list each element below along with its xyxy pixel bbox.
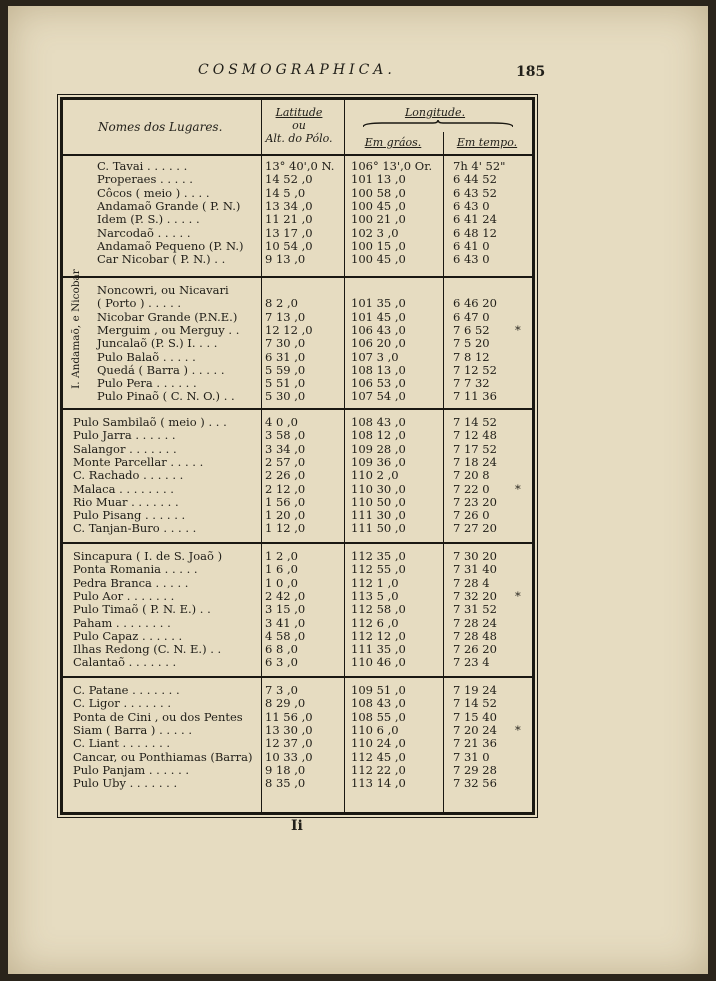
longitude-time-cell: 6 46 20 — [453, 296, 497, 311]
place-name: Paham . . . . . . . . — [73, 615, 171, 630]
latitude-cell: 12 37 ,0 — [265, 736, 313, 751]
longitude-degrees-cell: 112 6 ,0 — [351, 615, 399, 630]
longitude-time-cell: 7 11 36 — [453, 389, 497, 404]
latitude-cell: 13° 40',0 N. — [265, 159, 335, 173]
place-name: Juncalaõ (P. S.) I. . . . — [97, 336, 218, 351]
table-row — [63, 187, 532, 200]
longitude-degrees-cell: 109 51 ,0 — [351, 683, 406, 697]
table-row — [63, 337, 532, 350]
longitude-degrees-cell: 106 20 ,0 — [351, 336, 406, 351]
longitude-time-cell: 7 28 48 — [453, 628, 497, 643]
place-name: Pulo Sambilaõ ( meio ) . . . — [73, 415, 227, 429]
longitude-degrees-cell: 100 21 ,0 — [351, 212, 406, 227]
table-row — [63, 200, 532, 213]
header-latitude — [256, 106, 342, 145]
header-degrees: Em gráos. — [364, 136, 422, 149]
table-row — [63, 213, 532, 226]
table-group — [63, 678, 532, 816]
latitude-cell: 7 3 ,0 — [265, 683, 298, 697]
longitude-time-cell: 6 41 0 — [453, 238, 490, 253]
place-name: C. Liant . . . . . . . — [73, 736, 171, 751]
place-name: Narcodaõ . . . . . — [97, 225, 191, 240]
longitude-time-cell: 7 6 52 — [453, 322, 490, 337]
place-name: Rio Muar . . . . . . . — [73, 494, 179, 509]
place-name: C. Ligor . . . . . . . — [73, 696, 171, 711]
latitude-cell: 2 12 ,0 — [265, 481, 306, 496]
coordinates-table — [60, 97, 535, 815]
latitude-cell: 3 34 ,0 — [265, 441, 306, 456]
longitude-time-cell: 7 17 52 — [453, 441, 497, 456]
table-row — [63, 684, 532, 697]
table-row — [63, 617, 532, 630]
longitude-time-cell: 6 43 0 — [453, 252, 490, 267]
longitude-time-cell: 7 28 24 — [453, 615, 497, 630]
place-name: Pulo Capaz . . . . . . — [73, 628, 183, 643]
longitude-time-cell: 7 29 28 — [453, 762, 497, 777]
longitude-time-cell: 7 7 32 — [453, 376, 490, 391]
latitude-cell: 1 2 ,0 — [265, 549, 298, 563]
longitude-degrees-cell: 108 12 ,0 — [351, 428, 406, 443]
latitude-cell: 9 13 ,0 — [265, 252, 306, 267]
place-name: C. Patane . . . . . . . — [73, 683, 180, 697]
latitude-cell: 4 58 ,0 — [265, 628, 306, 643]
latitude-cell: 7 30 ,0 — [265, 336, 306, 351]
table-row — [63, 643, 532, 656]
latitude-cell: 6 3 ,0 — [265, 655, 298, 670]
table-row — [63, 297, 532, 310]
page-number: 185 — [516, 64, 546, 80]
longitude-degrees-cell: 112 22 ,0 — [351, 762, 406, 777]
longitude-degrees-cell: 106 53 ,0 — [351, 376, 406, 391]
table-row — [63, 253, 532, 266]
longitude-time-cell: 7 26 0 — [453, 508, 490, 523]
header-latitude-line1: Latitude — [275, 106, 323, 119]
table-group — [63, 278, 532, 410]
table-row — [63, 160, 532, 173]
longitude-degrees-cell: 110 30 ,0 — [351, 481, 406, 496]
longitude-time-cell: 7 8 12 — [453, 349, 490, 364]
longitude-time-cell: 7 31 0 — [453, 749, 490, 764]
running-head: COSMOGRAPHICA. — [198, 62, 396, 78]
longitude-degrees-cell: 107 54 ,0 — [351, 389, 406, 404]
latitude-cell: 14 52 ,0 — [265, 172, 313, 187]
place-name: ( Porto ) . . . . . — [97, 296, 182, 311]
latitude-cell: 6 31 ,0 — [265, 349, 306, 364]
table-row — [63, 656, 532, 669]
header-longitude: Longitude. — [404, 106, 466, 119]
longitude-time-cell: 6 43 0 — [453, 198, 490, 213]
longitude-time-cell: 7 31 52 — [453, 602, 497, 617]
place-name: Sincapura ( I. de S. Joaõ ) — [73, 549, 223, 563]
latitude-cell: 3 41 ,0 — [265, 615, 306, 630]
longitude-degrees-cell: 111 35 ,0 — [351, 642, 406, 657]
table-row — [63, 711, 532, 724]
table-row — [63, 456, 532, 469]
table-row — [63, 284, 532, 297]
table-row — [63, 563, 532, 576]
table-row — [63, 590, 532, 603]
place-name: Pulo Uby . . . . . . . — [73, 776, 178, 791]
place-name: Pulo Pinaõ ( C. N. O.) . . — [97, 389, 235, 404]
longitude-degrees-cell: 108 13 ,0 — [351, 362, 406, 377]
place-name: Côcos ( meio ) . . . . — [97, 185, 210, 200]
longitude-degrees-cell: 100 45 ,0 — [351, 198, 406, 213]
table-group — [63, 410, 532, 544]
latitude-cell: 13 34 ,0 — [265, 198, 313, 213]
longitude-time-cell: 7 21 36 — [453, 736, 497, 751]
latitude-cell: 13 17 ,0 — [265, 225, 313, 240]
latitude-cell: 2 42 ,0 — [265, 588, 306, 603]
latitude-cell: 10 33 ,0 — [265, 749, 313, 764]
latitude-cell: 3 58 ,0 — [265, 428, 306, 443]
longitude-time-cell: 6 44 52 — [453, 172, 497, 187]
table-row — [63, 377, 532, 390]
longitude-time-cell: 7 18 24 — [453, 454, 497, 469]
place-name: Pulo Pera . . . . . . — [97, 376, 197, 391]
table-row — [63, 630, 532, 643]
note-mark: * — [515, 322, 521, 337]
longitude-time-cell: 7 27 20 — [453, 521, 497, 536]
note-mark: * — [515, 481, 521, 496]
header-latitude-line3: Alt. do Pólo. — [265, 132, 333, 145]
table-row — [63, 429, 532, 442]
longitude-degrees-cell: 100 45 ,0 — [351, 252, 406, 267]
table-row — [63, 173, 532, 186]
longitude-time-cell: 7 15 40 — [453, 709, 497, 724]
longitude-time-cell: 7 22 0 — [453, 481, 490, 496]
longitude-degrees-cell: 110 2 ,0 — [351, 468, 399, 483]
signature-mark: Ii — [291, 818, 303, 834]
table-row — [63, 577, 532, 590]
place-name: C. Tanjan-Buro . . . . . — [73, 521, 197, 536]
place-name: Ilhas Redong (C. N. E.) . . — [73, 642, 222, 657]
longitude-time-cell: 7 30 20 — [453, 549, 497, 563]
table-row — [63, 443, 532, 456]
table-row — [63, 469, 532, 482]
table-row — [63, 227, 532, 240]
longitude-degrees-cell: 112 58 ,0 — [351, 602, 406, 617]
place-name: Merguim , ou Merguy . . — [97, 322, 240, 337]
latitude-cell: 5 51 ,0 — [265, 376, 306, 391]
table-row — [63, 550, 532, 563]
table-row — [63, 311, 532, 324]
longitude-time-cell: 7h 4' 52" — [453, 159, 506, 173]
longitude-degrees-cell: 113 14 ,0 — [351, 776, 406, 791]
table-row — [63, 777, 532, 790]
latitude-cell: 13 30 ,0 — [265, 722, 313, 737]
place-name: Properaes . . . . . — [97, 172, 193, 187]
longitude-time-cell: 6 43 52 — [453, 185, 497, 200]
latitude-cell: 1 6 ,0 — [265, 562, 298, 577]
longitude-time-cell: 7 12 52 — [453, 362, 497, 377]
header-latitude-line2: ou — [292, 119, 306, 132]
table-group — [63, 154, 532, 278]
place-name: Malaca . . . . . . . . — [73, 481, 174, 496]
table-group — [63, 544, 532, 678]
place-name: Pulo Timaõ ( P. N. E.) . . — [73, 602, 211, 617]
longitude-degrees-cell: 107 3 ,0 — [351, 349, 399, 364]
latitude-cell: 1 12 ,0 — [265, 521, 306, 536]
longitude-time-cell: 6 47 0 — [453, 309, 490, 324]
place-name: Pedra Branca . . . . . — [73, 575, 189, 590]
latitude-cell: 14 5 ,0 — [265, 185, 306, 200]
place-name: Salangor . . . . . . . — [73, 441, 177, 456]
note-mark: * — [515, 588, 521, 603]
longitude-degrees-cell: 112 45 ,0 — [351, 749, 406, 764]
longitude-degrees-cell: 100 58 ,0 — [351, 185, 406, 200]
place-name: Noncowri, ou Nicavari — [97, 283, 229, 297]
longitude-time-cell: 7 14 52 — [453, 415, 497, 429]
longitude-degrees-cell: 112 12 ,0 — [351, 628, 406, 643]
place-name: Ponta Romania . . . . . — [73, 562, 198, 577]
place-name: Nicobar Grande (P.N.E.) — [97, 309, 238, 324]
longitude-degrees-cell: 101 35 ,0 — [351, 296, 406, 311]
longitude-degrees-cell: 109 36 ,0 — [351, 454, 406, 469]
latitude-cell: 11 56 ,0 — [265, 709, 313, 724]
place-name: Pulo Pisang . . . . . . — [73, 508, 186, 523]
longitude-degrees-cell: 110 6 ,0 — [351, 722, 399, 737]
longitude-degrees-cell: 113 5 ,0 — [351, 588, 399, 603]
latitude-cell: 5 59 ,0 — [265, 362, 306, 377]
place-name: Pulo Panjam . . . . . . — [73, 762, 190, 777]
table-row — [63, 390, 532, 403]
latitude-cell: 2 57 ,0 — [265, 454, 306, 469]
longitude-degrees-cell: 111 30 ,0 — [351, 508, 406, 523]
table-row — [63, 764, 532, 777]
longitude-time-cell: 7 20 24 — [453, 722, 497, 737]
table-row — [63, 496, 532, 509]
latitude-cell: 8 2 ,0 — [265, 296, 298, 311]
latitude-cell: 1 56 ,0 — [265, 494, 306, 509]
longitude-degrees-cell: 109 28 ,0 — [351, 441, 406, 456]
longitude-time-cell: 7 19 24 — [453, 683, 497, 697]
longitude-time-cell: 6 48 12 — [453, 225, 497, 240]
latitude-cell: 4 0 ,0 — [265, 415, 298, 429]
place-name: Ponta de Cini , ou dos Pentes — [73, 709, 243, 724]
longitude-time-cell: 7 23 20 — [453, 494, 497, 509]
latitude-cell: 9 18 ,0 — [265, 762, 306, 777]
longitude-time-cell: 7 5 20 — [453, 336, 490, 351]
longitude-degrees-cell: 100 15 ,0 — [351, 238, 406, 253]
longitude-degrees-cell: 108 43 ,0 — [351, 415, 406, 429]
longitude-time-cell: 7 14 52 — [453, 696, 497, 711]
place-name: Andamaõ Grande ( P. N.) — [97, 198, 241, 213]
table-row — [63, 240, 532, 253]
header-names: Nomes dos Lugares. — [98, 120, 223, 134]
table-row — [63, 483, 532, 496]
table-row — [63, 603, 532, 616]
table-row — [63, 724, 532, 737]
longitude-time-cell: 7 32 20 — [453, 588, 497, 603]
longitude-degrees-cell: 108 55 ,0 — [351, 709, 406, 724]
longitude-degrees-cell: 112 35 ,0 — [351, 549, 406, 563]
longitude-time-cell: 7 31 40 — [453, 562, 497, 577]
book-page — [8, 6, 708, 974]
place-name: Andamaõ Pequeno (P. N.) — [97, 238, 244, 253]
place-name: Siam ( Barra ) . . . . . — [73, 722, 192, 737]
table-row — [63, 751, 532, 764]
longitude-time-cell: 7 26 20 — [453, 642, 497, 657]
place-name: Pulo Aor . . . . . . . — [73, 588, 175, 603]
latitude-cell: 11 21 ,0 — [265, 212, 313, 227]
table-row — [63, 364, 532, 377]
place-name: Monte Parcellar . . . . . — [73, 454, 204, 469]
place-name: Idem (P. S.) . . . . . — [97, 212, 200, 227]
latitude-cell: 8 35 ,0 — [265, 776, 306, 791]
table-row — [63, 509, 532, 522]
longitude-degrees-cell: 110 46 ,0 — [351, 655, 406, 670]
latitude-cell: 1 0 ,0 — [265, 575, 298, 590]
longitude-degrees-cell: 101 45 ,0 — [351, 309, 406, 324]
longitude-time-cell: 7 12 48 — [453, 428, 497, 443]
longitude-degrees-cell: 111 50 ,0 — [351, 521, 406, 536]
longitude-time-cell: 7 23 4 — [453, 655, 490, 670]
longitude-degrees-cell: 112 1 ,0 — [351, 575, 399, 590]
table-row — [63, 737, 532, 750]
place-name: Car Nicobar ( P. N.) . . — [97, 252, 226, 267]
longitude-degrees-cell: 106 43 ,0 — [351, 322, 406, 337]
place-name: C. Rachado . . . . . . — [73, 468, 184, 483]
table-row — [63, 522, 532, 535]
longitude-time-cell: 7 20 8 — [453, 468, 490, 483]
header-time: Em tempo. — [456, 136, 518, 149]
table-header — [63, 100, 532, 156]
latitude-cell: 3 15 ,0 — [265, 602, 306, 617]
longitude-degrees-cell: 108 43 ,0 — [351, 696, 406, 711]
latitude-cell: 10 54 ,0 — [265, 238, 313, 253]
place-name: C. Tavai . . . . . . — [97, 159, 188, 173]
longitude-brace — [363, 120, 513, 128]
longitude-degrees-cell: 102 3 ,0 — [351, 225, 399, 240]
place-name: Cancar, ou Ponthiamas (Barra) — [73, 749, 253, 764]
longitude-degrees-cell: 106° 13',0 Or. — [351, 159, 433, 173]
longitude-time-cell: 7 28 4 — [453, 575, 490, 590]
latitude-cell: 6 8 ,0 — [265, 642, 298, 657]
longitude-degrees-cell: 112 55 ,0 — [351, 562, 406, 577]
table-row — [63, 351, 532, 364]
table-row — [63, 697, 532, 710]
longitude-degrees-cell: 110 24 ,0 — [351, 736, 406, 751]
longitude-time-cell: 7 32 56 — [453, 776, 497, 791]
latitude-cell: 8 29 ,0 — [265, 696, 306, 711]
longitude-degrees-cell: 110 50 ,0 — [351, 494, 406, 509]
longitude-time-cell: 6 41 24 — [453, 212, 497, 227]
place-name: Quedá ( Barra ) . . . . . — [97, 362, 225, 377]
place-name: Pulo Jarra . . . . . . — [73, 428, 176, 443]
latitude-cell: 1 20 ,0 — [265, 508, 306, 523]
longitude-degrees-cell: 101 13 ,0 — [351, 172, 406, 187]
note-mark: * — [515, 722, 521, 737]
place-name: Calantaõ . . . . . . . — [73, 655, 177, 670]
side-label-text: I. Andamaõ, e Nicobar — [70, 269, 82, 389]
table-row — [63, 416, 532, 429]
table-row — [63, 324, 532, 337]
latitude-cell: 5 30 ,0 — [265, 389, 306, 404]
latitude-cell: 7 13 ,0 — [265, 309, 306, 324]
latitude-cell: 2 26 ,0 — [265, 468, 306, 483]
place-name: Pulo Balaõ . . . . . — [97, 349, 196, 364]
latitude-cell: 12 12 ,0 — [265, 322, 313, 337]
